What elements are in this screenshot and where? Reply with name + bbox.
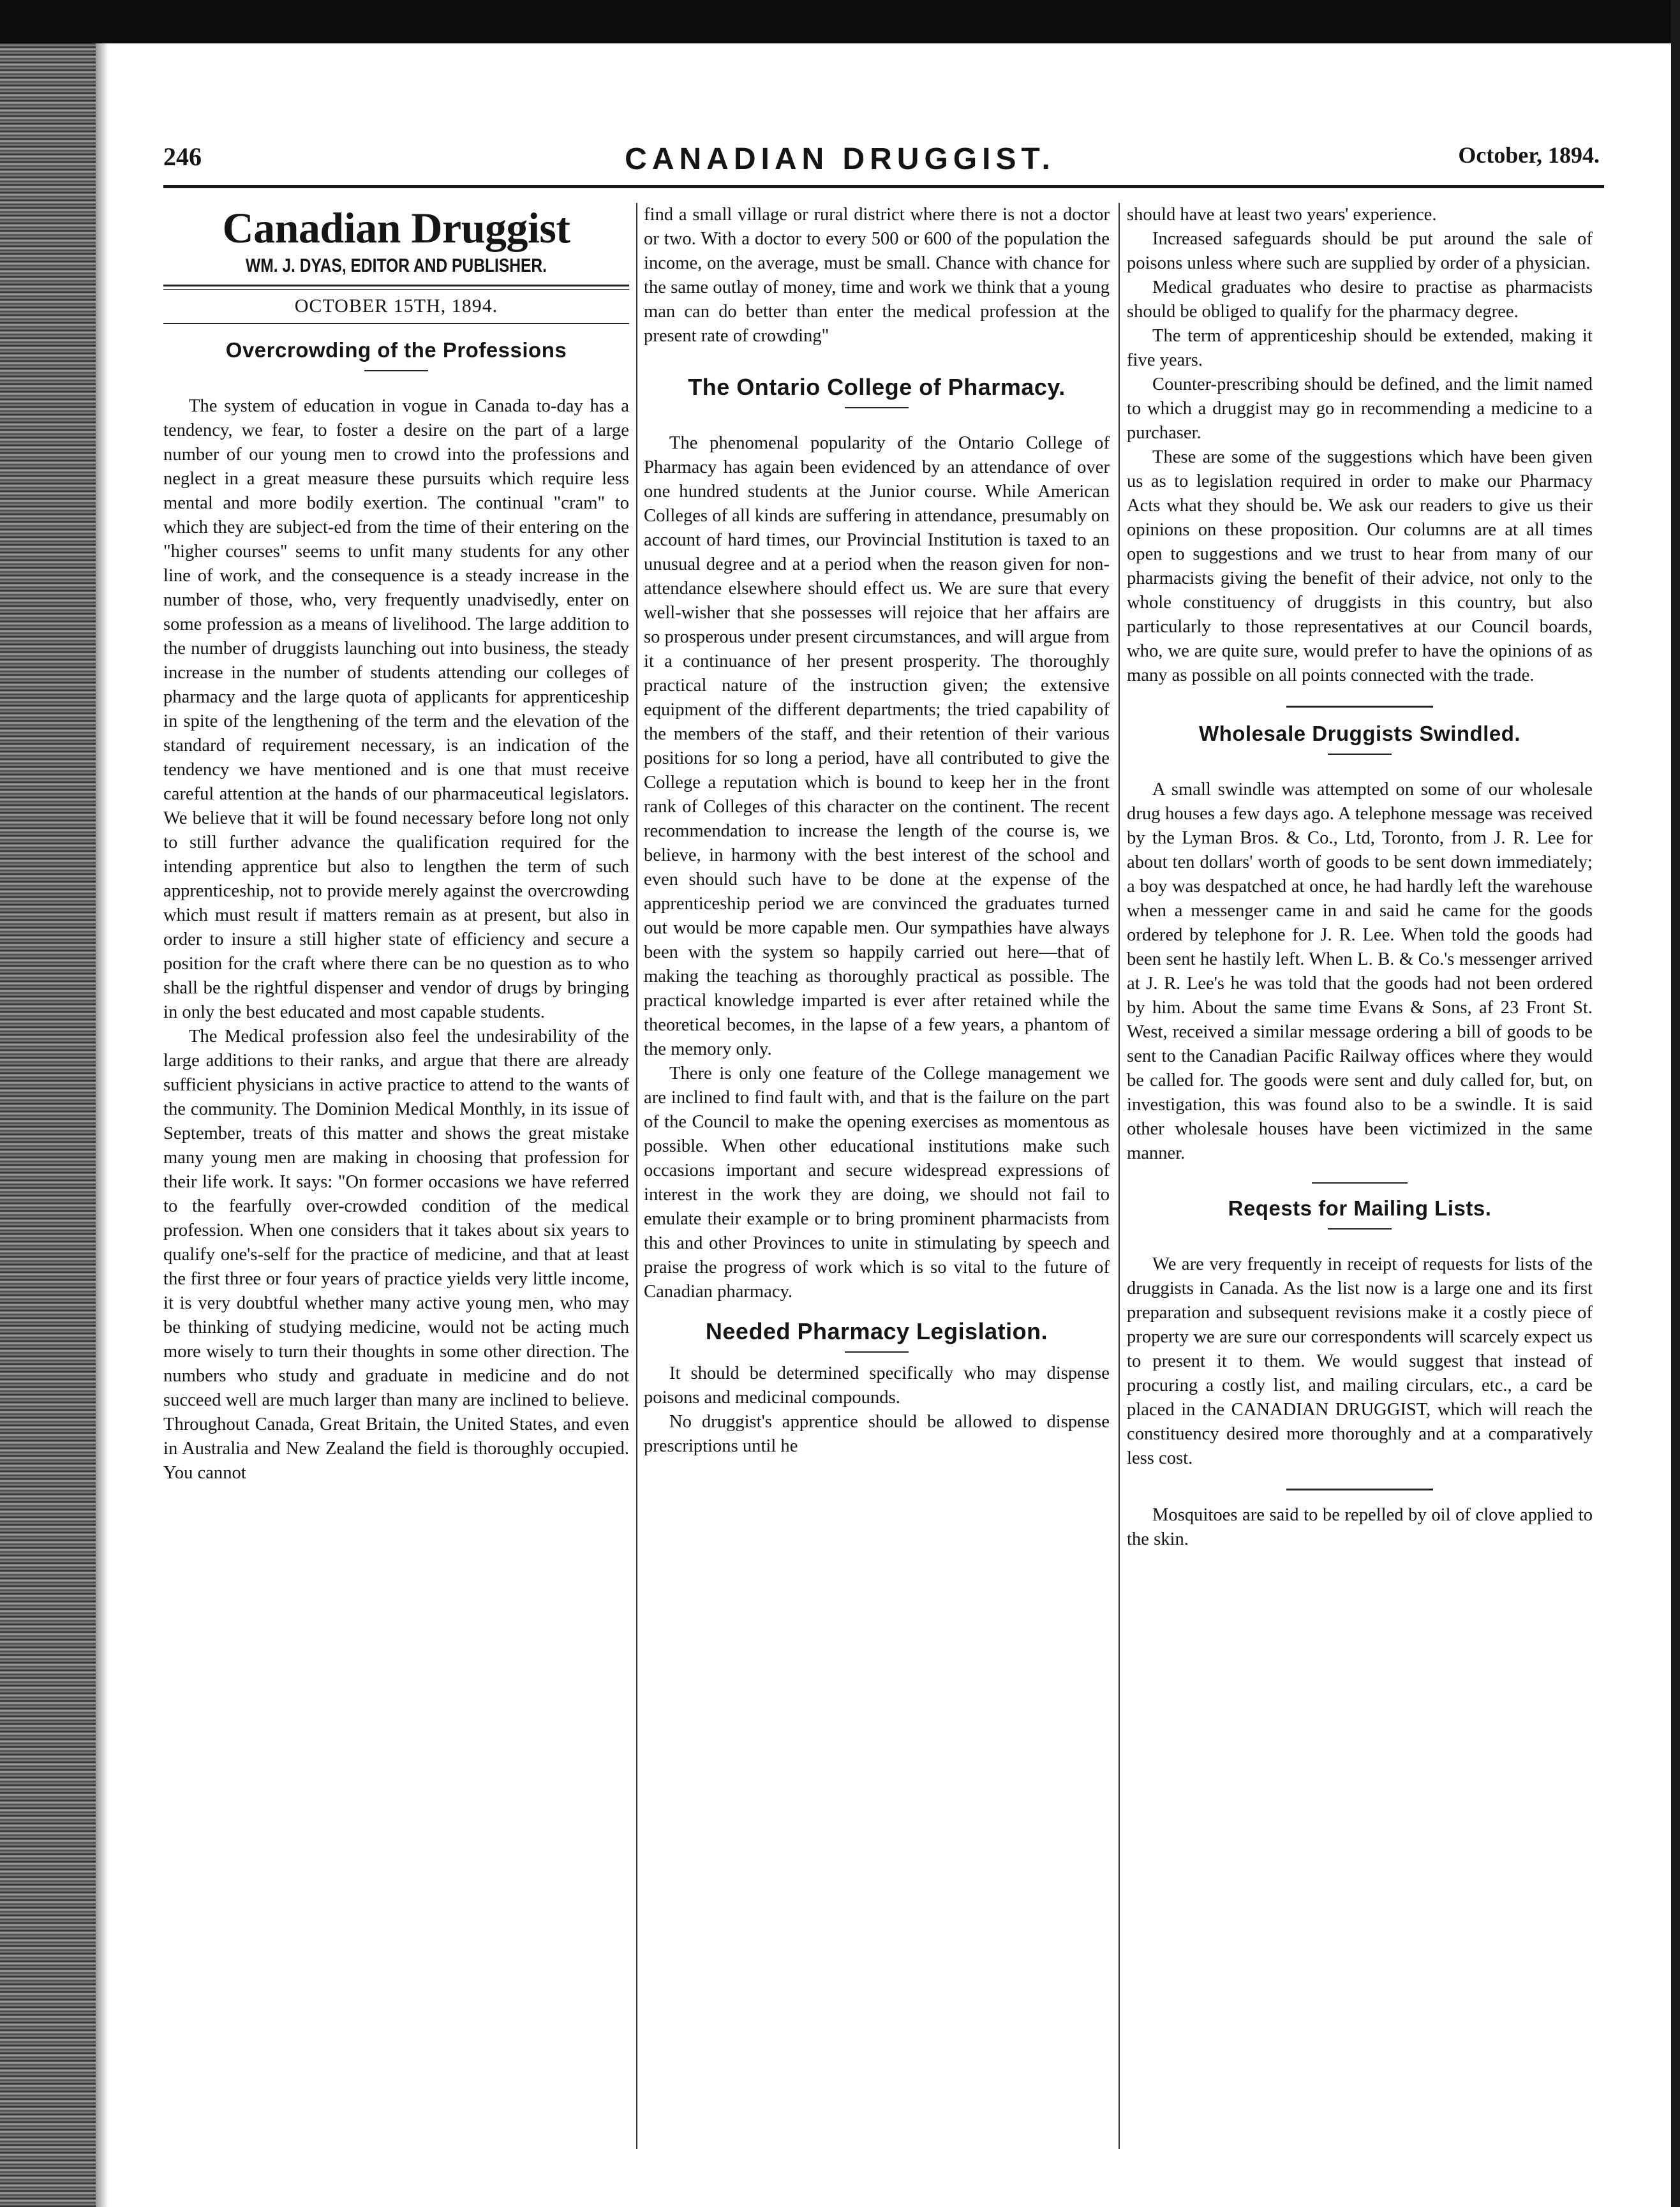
article-paragraph: It should be determined specifically who may dispense poisons and medicinal compounds. [644,1364,1110,1408]
section-divider [1286,1489,1433,1490]
article-heading-swindled: Wholesale Druggists Swindled. [1198,722,1521,745]
masthead-title: Canadian Druggist [222,204,570,252]
article-heading-mailing-lists: Reqests for Mailing Lists. [1228,1196,1492,1220]
heading-rule [845,407,909,408]
article-paragraph: These are some of the suggestions which have been given us as to legislation required in order to make our Pharmacy Acts what they should be. We ask our readers to give us their opinions on these proposition. Our columns are at all times open to suggestions and we trust to hear from many of our pharmacists giving the benefit of their advice, not only to the whole constituency of druggists in this country, but also particularly to those representatives at our Council boards, who, we are quite sure, would prefer to have the opinions of as many as possible on all points connected with the trade. [1127,447,1593,685]
section-divider [1286,706,1433,708]
article-paragraph: No druggist's apprentice should be allowed to dispense prescriptions until he [644,1412,1110,1456]
column-1 [163,203,629,2155]
article-paragraph: The phenomenal popularity of the Ontario College of Pharmacy has again been evidenced by an attendance of over one hundred students at the Junior course. While American Colleges of all kinds are suffering in attendance, presumably on account of hard times, our Provincial Institution is taxed to an unusual degree and at a period when the reason given for non-attendance elsewhere should effect us. We are sure that every well-wisher that she possesses will rejoice that her affairs are so prosperous under present circumstances, and will argue from it a continuance of her present prosperity. The thoroughly practical nature of the instruction given; the extensive equipment of the different departments; the tried capability of the members of the staff, and their retention of their various positions for so long a period, have all contributed to give the College a reputation which is bound to keep her in the front rank of Colleges of this character on the continent. The recent recommendation to increase the length of the course is, we believe, in harmony with the best interest of the school and even should such have to be done at the expense of the apprenticeship period we are convinced the graduates turned out would be more capable men. Our sympathies have always been with the system so happily carried out here—that of making the teaching as thoroughly practical as possible. The practical knowledge imparted is ever after retained while the theoretical becomes, in the lapse of a few years, a phantom of the memory only. [644,433,1110,1059]
column-2 [644,203,1110,2155]
article-paragraph: Counter-prescribing should be defined, and the limit named to which a druggist may go in recommending a medicine to a purchaser. [1127,375,1593,443]
column-divider [1119,203,1120,2149]
masthead-bottom-rule [163,323,629,324]
scan-top-border [0,0,1680,43]
article-paragraph: The Medical profession also feel the undesirability of the large additions to their ranks, and argue that there are already sufficient physicians in active practice to attend to the wants of the community. The Dominion Medical Monthly, in its issue of September, treats of this matter and shows the great mistake many young men are making in choosing that profession for their life work. It says: "On former occasions we have referred to the fearfully over-crowded condition of the medical profession. When one considers that it takes about six years to qualify one's-self for the practice of medicine, and that at least the first three or four years of practice yields very little income, it is very doubtful whether many active young men, who may be thinking of studying medicine, would not be acting much more wisely to turn their thoughts in some other direction. The numbers who study and graduate in medicine and do not succeed well are much larger than many are inclined to believe. Throughout Canada, Great Britain, the United States, and even in Australia and New Zealand the field is thoroughly occupied. You cannot [163,1027,629,1483]
article-paragraph: A small swindle was attempted on some of our wholesale drug houses a few days ago. A telephone message was received by the Lyman Bros. & Co., Ltd, Toronto, from J. R. Lee for about ten dollars' worth of goods to be sent down immediately; a boy was despatched at once, he had hardly left the warehouse when a messenger came in and said he came for the goods ordered by telephone for J. R. Lee. When told the goods had been sent he hastily left. When L. B. & Co.'s messenger arrived at J. R. Lee's he was told that the goods had not been ordered by him. About the same time Evans & Sons, af 23 Front St. West, received a similar message ordering a bill of goods to be sent to the Canadian Pacific Railway offices where they would be called for. The goods were sent and duly called for, but, on investigation, this was found also to be a swindle. It is said other wholesale houses have been victimized in the same manner. [1127,780,1593,1163]
masthead-date: OCTOBER 15TH, 1894. [294,295,498,316]
article-heading-ontario-college: The Ontario College of Pharmacy. [688,374,1066,400]
heading-rule [1328,754,1392,755]
article-heading-legislation: Needed Pharmacy Legislation. [705,1318,1048,1344]
scan-left-edge-fade [96,43,108,2207]
article-paragraph: There is only one feature of the College management we are inclined to find fault with, and that is the failure on the part of the Council to make the opening exercises as momentous as possible. When other educational institutions make such occasions important and secure widespread expressions of interest in the work they are doing, we should not fail to emulate their example or to bring prominent pharmacists from this and other Provinces to unite in stimulating by speech and praise the progress of work which is so vital to the future of Canadian pharmacy. [644,1064,1110,1302]
column-3 [1127,203,1593,2155]
running-title: CANADIAN DRUGGIST. [625,142,1055,176]
article-paragraph: The term of apprenticeship should be extended, making it five years. [1127,326,1593,370]
page-number: 246 [163,142,202,171]
column-divider [636,203,637,2149]
article-paragraph: Mosquitoes are said to be repelled by oil of clove applied to the skin. [1127,1505,1593,1549]
article-paragraph-continued: should have at least two years' experience. [1127,205,1437,225]
scan-right-border [1671,0,1680,2207]
article-paragraph: Medical graduates who desire to practise as pharmacists should be obliged to qualify for the pharmacy degree. [1127,278,1593,322]
section-divider [1312,1182,1408,1184]
article-paragraph-continued: find a small village or rural district where there is not a doctor or two. With a doctor to every 500 or 600 of the population the income, on the average, must be small. Chance with chance for the same outlay of money, time and work we think that a young man can do better than enter the medical profession at the present rate of crowding" [644,205,1110,346]
article-paragraph: Increased safeguards should be put around the sale of poisons unless where such are supplied by order of a physician. [1127,229,1593,273]
article-paragraph: The system of education in vogue in Canada to-day has a tendency, we fear, to foster a desire on the part of a large number of our young men to crowd into the professions and neglect in a great measure these pursuits which require less mental and more bodily exertion. The continual "cram" to which they are subject-ed from the time of their entering on the "higher courses" seems to unfit many students for any other line of work, and the consequence is a steady increase in the number of those, who, very frequently unadvisedly, enter on some profession as a means of livelihood. The large addition to the number of druggists launching out into business, the steady increase in the number of students attending our colleges of pharmacy and the large quota of applicants for apprenticeship in spite of the lengthening of the term and the elevation of the standard of requirement necessary, is an indication of the tendency we have mentioned and is one that must receive careful attention at the hands of our pharmaceutical legislators. We believe that it will be found necessary before long not only to still further advance the qualification required for the intending apprentice but also to lengthen the term of such apprenticeship, not to provide merely against the overcrowding which must result if matters remain as at present, but also in order to insure a still higher state of efficiency and secure a position for the craft where there can be no question as to who shall be the rightful dispenser and vendor of drugs by bringing in only the best educated and most capable students. [163,396,629,1022]
article-paragraph: We are very frequently in receipt of requests for lists of the druggists in Canada. As the list now is a large one and its first preparation and subsequent revisions make it a costly piece of property we are sure our correspondents will scarcely expect us to present it to them. We would suggest that instead of procuring a costly list, and mailing circulars, etc., a card be placed in the CANADIAN DRUGGIST, which will reach the constituency desired more thoroughly and at a comparatively less cost. [1127,1254,1593,1468]
masthead-editor-line: WM. J. DYAS, EDITOR AND PUBLISHER. [245,255,547,276]
heading-rule [845,1351,909,1353]
heading-rule [364,370,428,371]
masthead-rule [163,285,629,290]
scan-left-binding-edge [0,43,96,2207]
article-heading-overcrowding: Overcrowding of the Professions [225,338,567,362]
header-rule [163,185,1604,188]
issue-date: October, 1894. [1458,142,1600,168]
masthead [163,203,629,319]
heading-rule [1328,1228,1392,1230]
